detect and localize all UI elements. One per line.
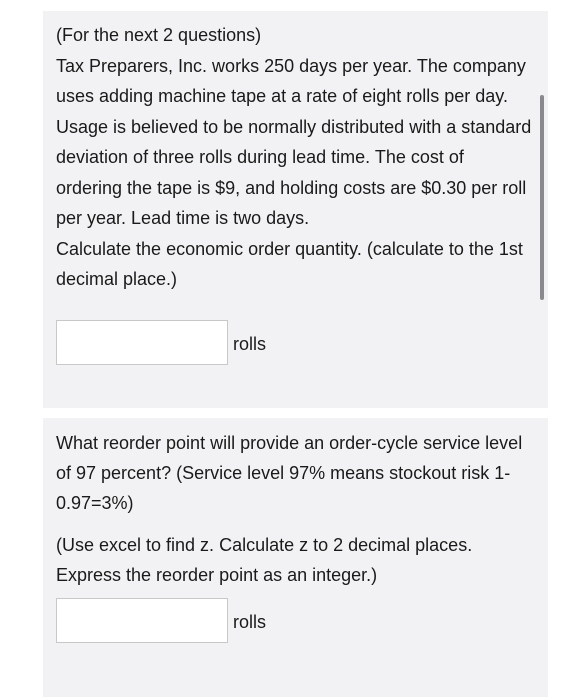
question-prompt-eoq: Calculate the economic order quantity. (calculate to the 1st decimal place.)	[56, 238, 523, 289]
answer-row-eoq	[56, 320, 266, 365]
question-instructions: (Use excel to find z. Calculate z to 2 decimal places. Express the reorder point as an integer.)	[56, 535, 473, 585]
reorder-point-answer-input[interactable]	[56, 598, 228, 643]
vertical-scrollbar[interactable]	[540, 95, 544, 300]
question-scenario: Tax Preparers, Inc. works 250 days per year. The company uses adding machine tape at a rate of eight rolls per day. Usage is believed to be normally distributed with a standard deviation of three rolls during lead time. The cost of ordering the tape is $9, and holding costs are $0.30 per roll per year. Lead time is two days.	[56, 55, 532, 228]
question-intro: (For the next 2 questions)	[56, 25, 262, 45]
eoq-answer-input[interactable]	[56, 320, 228, 365]
eoq-unit-label: rolls	[233, 334, 267, 354]
reorder-point-unit-label: rolls	[233, 612, 267, 632]
answer-row-reorder-point	[56, 598, 266, 643]
question-prompt-reorder-point: What reorder point will provide an order-cycle service level of 97 percent? (Service level 97% means stockout risk 1-0.97=3%)	[56, 433, 523, 513]
question-card-eoq	[43, 11, 548, 408]
question-card-reorder-point	[43, 418, 548, 697]
